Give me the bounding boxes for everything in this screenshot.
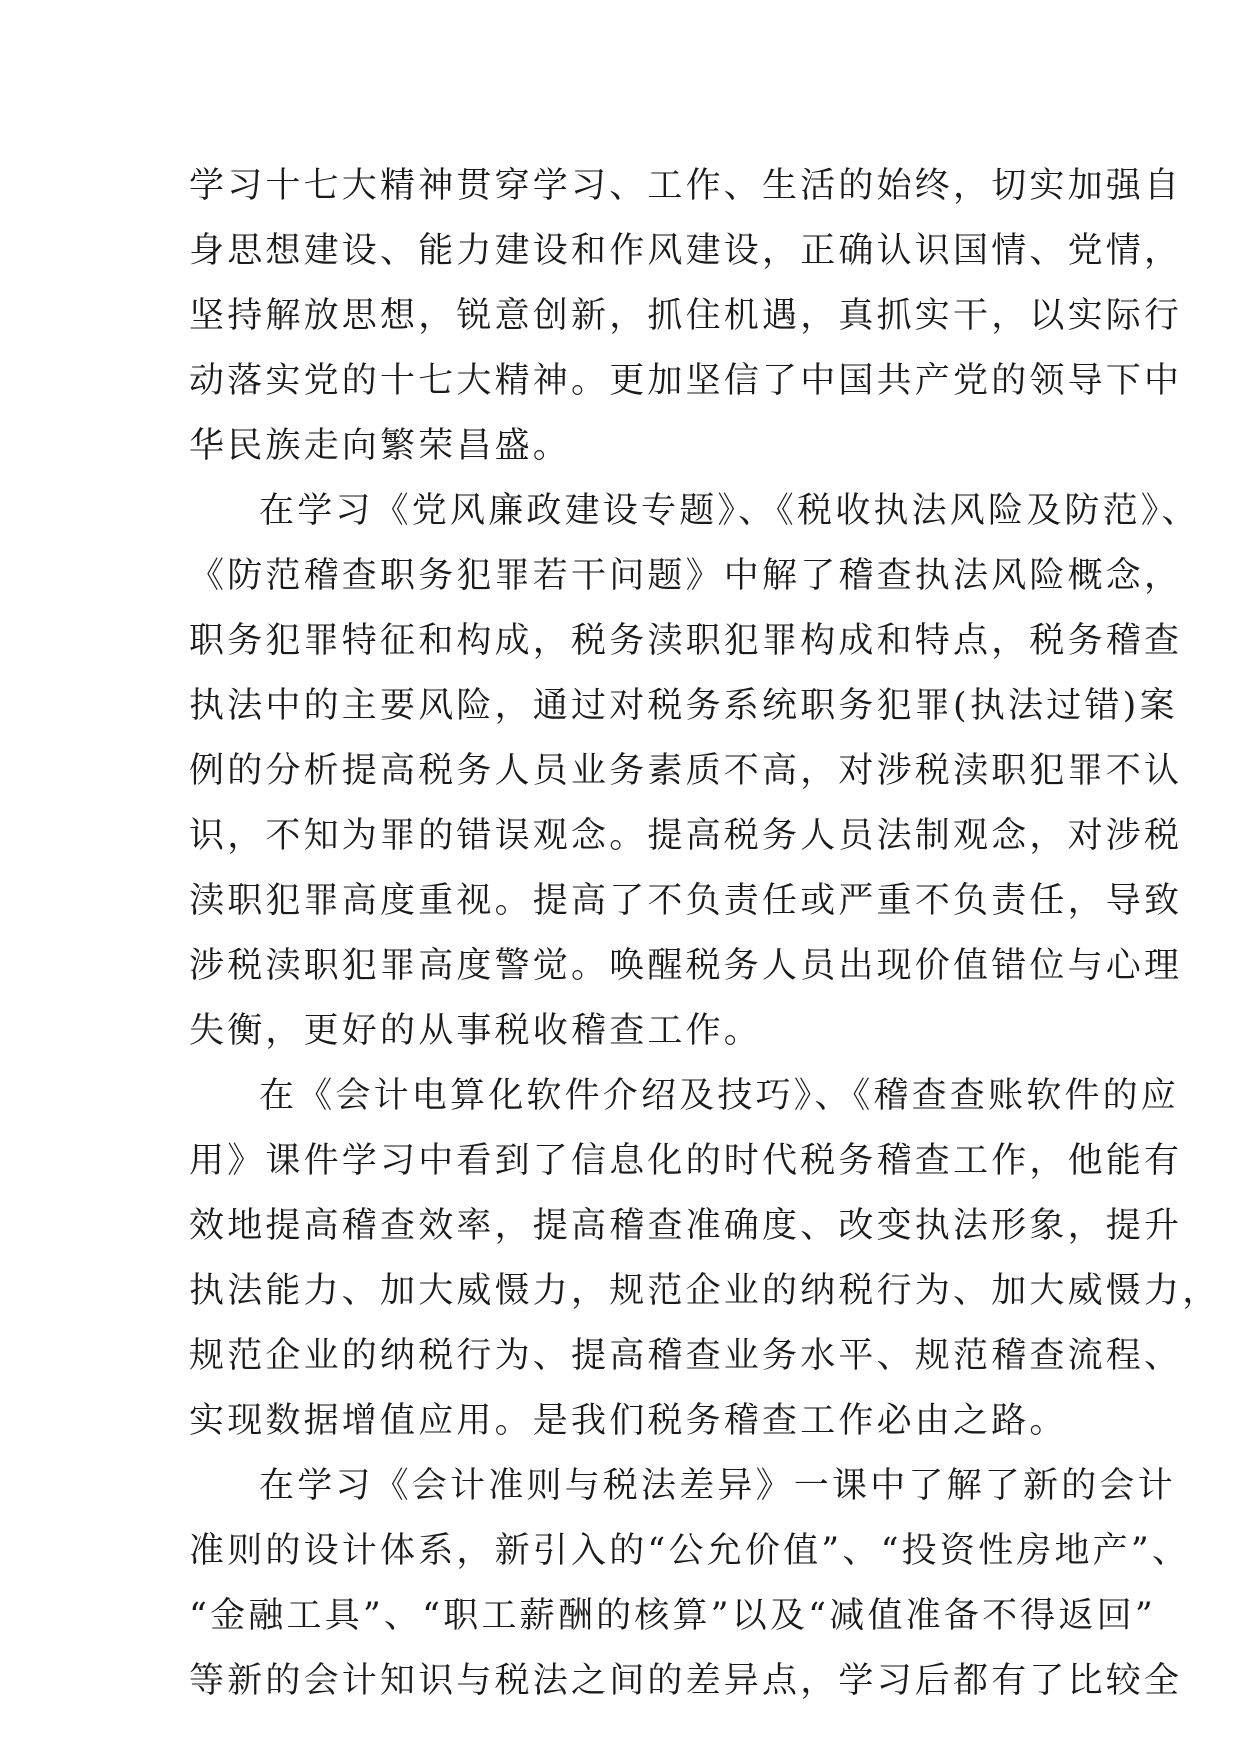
text-line: 识，不知为罪的错误观念。提高税务人员法制观念，对涉税 bbox=[189, 816, 1183, 856]
text-line: 执法能力、加大威慑力，规范企业的纳税行为、加大威慑力， bbox=[189, 1271, 1221, 1311]
paragraph-first-line: 在《会计电算化软件介绍及技巧》、《稽查查账软件的应 bbox=[259, 1076, 1180, 1116]
document-body bbox=[189, 154, 1221, 1714]
text-line: 坚持解放思想，锐意创新，抓住机遇，真抓实干，以实际行 bbox=[189, 296, 1183, 336]
text-line: 实现数据增值应用。是我们税务稽查工作必由之路。 bbox=[189, 1401, 1068, 1441]
paragraph-first-line: 在学习《党风廉政建设专题》、《税收执法风险及防范》、 bbox=[259, 491, 1200, 531]
text-line: 学习十七大精神贯穿学习、工作、生活的始终，切实加强自 bbox=[189, 166, 1183, 206]
text-line: 执法中的主要风险，通过对税务系统职务犯罪(执法过错)案 bbox=[189, 686, 1178, 726]
text-line: 华民族走向繁荣昌盛。 bbox=[189, 426, 572, 466]
text-line: 规范企业的纳税行为、提高稽查业务水平、规范稽查流程、 bbox=[189, 1336, 1183, 1376]
text-line: 准则的设计体系，新引入的“公允价值”、“投资性房地产”、 bbox=[189, 1531, 1191, 1571]
text-line: 职务犯罪特征和构成，税务渎职犯罪构成和特点，税务稽查 bbox=[189, 621, 1183, 661]
text-line: 用》课件学习中看到了信息化的时代税务稽查工作，他能有 bbox=[189, 1141, 1183, 1181]
text-line: 失衡，更好的从事税收稽查工作。 bbox=[189, 1011, 763, 1051]
text-line: 身思想建设、能力建设和作风建设，正确认识国情、党情， bbox=[189, 231, 1183, 271]
paragraph-first-line: 在学习《会计准则与税法差异》一课中了解了新的会计 bbox=[259, 1466, 1176, 1506]
text-line: 效地提高稽查效率，提高稽查准确度、改变执法形象，提升 bbox=[189, 1206, 1183, 1246]
text-line: “金融工具”、“职工薪酬的核算”以及“减值准备不得返回” bbox=[189, 1596, 1156, 1636]
text-line: 动落实党的十七大精神。更加坚信了中国共产党的领导下中 bbox=[189, 361, 1183, 401]
text-line: 等新的会计知识与税法之间的差异点，学习后都有了比较全 bbox=[189, 1661, 1183, 1701]
text-line: 涉税渎职犯罪高度警觉。唤醒税务人员出现价值错位与心理 bbox=[189, 946, 1183, 986]
text-line: 例的分析提高税务人员业务素质不高，对涉税渎职犯罪不认 bbox=[189, 751, 1183, 791]
text-line: 《防范稽查职务犯罪若干问题》中解了稽查执法风险概念， bbox=[189, 556, 1183, 596]
text-line: 渎职犯罪高度重视。提高了不负责任或严重不负责任，导致 bbox=[189, 881, 1183, 921]
